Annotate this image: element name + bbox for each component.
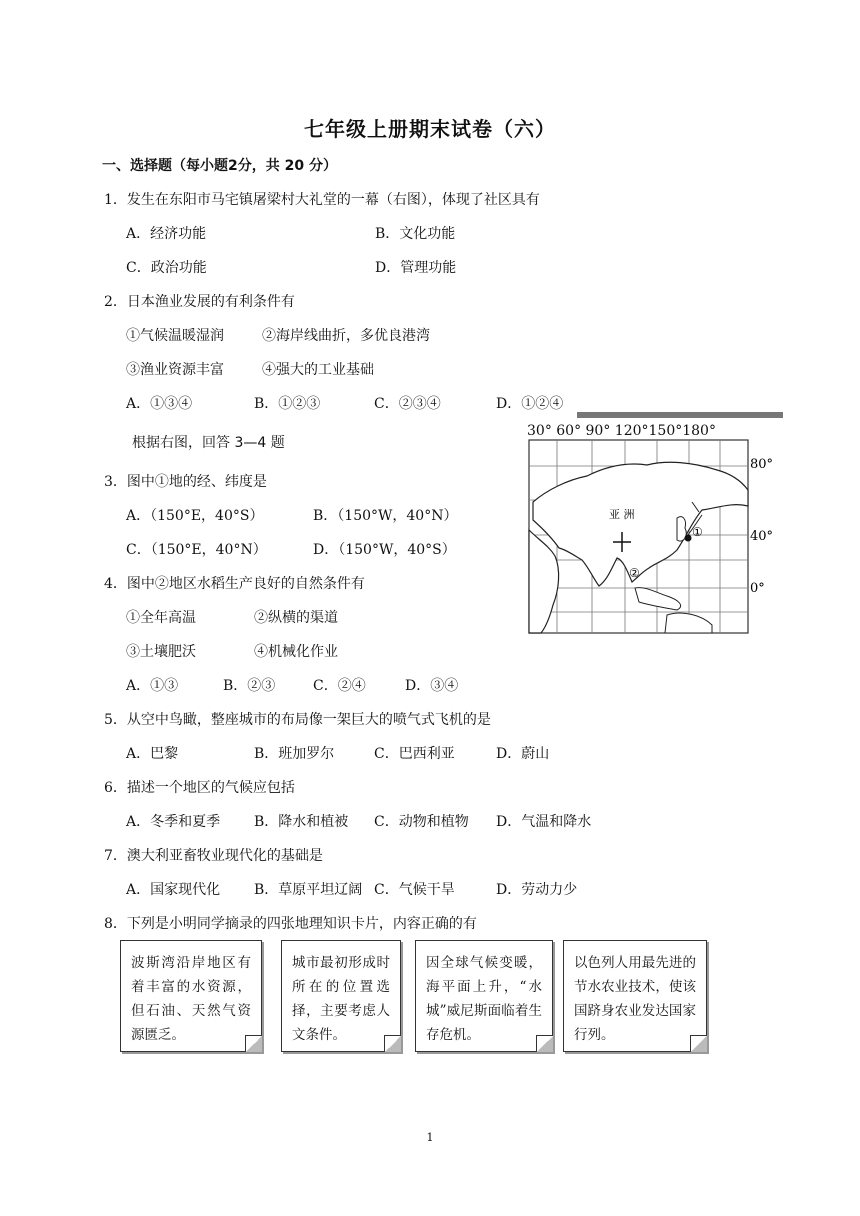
q4-option-c: C．②④ [313, 678, 366, 694]
q3-option-b: B．（150°W，40°N） [313, 508, 458, 524]
q1-option-c: C．政治功能 [126, 260, 207, 276]
question-1-stem: 1．发生在东阳市马宅镇屠梁村大礼堂的一幕（右图），体现了社区具有 [104, 192, 540, 208]
q1-option-d: D．管理功能 [375, 260, 457, 276]
section-heading: 一、选择题（每小题2分，共 20 分） [102, 158, 337, 174]
q5-option-c: C．巴西利亚 [374, 746, 455, 762]
q6-option-c: C．动物和植物 [374, 814, 469, 830]
lat-80-label: 80° [750, 457, 774, 472]
map-reference-note: 根据右图，回答 3—4 题 [132, 435, 285, 451]
lat-40-label: 40° [750, 529, 774, 544]
q2-option-c: C．②③④ [374, 396, 441, 412]
q4-item-1: ①全年高温 [126, 610, 196, 626]
q4-option-b: B．②③ [223, 678, 276, 694]
page-title: 七年级上册期末试卷（六） [304, 117, 556, 141]
q3-option-d: D．（150°W，40°S） [313, 542, 456, 558]
card-3-text: 因全球气候变暖，海平面上升，“水城”威尼斯面临着生存危机。 [426, 955, 542, 1043]
q5-option-b: B．班加罗尔 [254, 746, 335, 762]
q2-item-2: ②海岸线曲折，多优良港湾 [262, 328, 430, 344]
asia-map-figure [527, 410, 783, 634]
card-2-text: 城市最初形成时所在的位置选择，主要考虑人文条件。 [292, 955, 390, 1043]
q1-option-b: B．文化功能 [375, 226, 456, 242]
q7-option-c: C．气候干旱 [374, 882, 455, 898]
q2-option-b: B．①②③ [254, 396, 321, 412]
q4-item-4: ④机械化作业 [254, 644, 338, 660]
card-1-text: 波斯湾沿岸地区有着丰富的水资源，但石油、天然气资源匮乏。 [131, 955, 251, 1043]
q7-option-b: B．草原平坦辽阔 [254, 882, 363, 898]
knowledge-card-3 [415, 940, 553, 1052]
q2-item-1: ①气候温暖湿润 [126, 328, 224, 344]
knowledge-card-1 [120, 940, 262, 1052]
question-7-stem: 7．澳大利亚畜牧业现代化的基础是 [104, 848, 323, 864]
question-8-stem: 8．下列是小明同学摘录的四张地理知识卡片，内容正确的有 [104, 916, 477, 932]
q3-option-a: A．（150°E，40°S） [126, 508, 264, 524]
question-2-stem: 2．日本渔业发展的有利条件有 [104, 294, 295, 310]
map-svg [527, 410, 783, 634]
lat-0-label: 0° [750, 581, 765, 596]
continent-label: 亚 洲 [609, 508, 635, 521]
q2-item-4: ④强大的工业基础 [262, 362, 374, 378]
question-5-stem: 5．从空中鸟瞰，整座城市的布局像一架巨大的喷气式飞机的是 [104, 712, 491, 728]
card-4-text: 以色列人用最先进的节水农业技术，使该国跻身农业发达国家行列。 [574, 955, 696, 1043]
q4-item-3: ③土壤肥沃 [126, 644, 196, 660]
q4-option-a: A．①③ [126, 678, 179, 694]
q5-option-d: D．蔚山 [496, 746, 550, 762]
q6-option-a: A．冬季和夏季 [126, 814, 221, 830]
longitude-labels: 30° 60° 90° 120°150°180° [527, 423, 716, 439]
q2-option-a: A．①③④ [126, 396, 193, 412]
point-1-label: ① [692, 525, 703, 539]
q4-option-d: D．③④ [405, 678, 459, 694]
question-3-stem: 3．图中①地的经、纬度是 [104, 474, 267, 490]
knowledge-card-2 [281, 940, 401, 1052]
q6-option-d: D．气温和降水 [496, 814, 592, 830]
q7-option-d: D．劳动力少 [496, 882, 578, 898]
q2-option-d: D．①②④ [496, 396, 564, 412]
point-1-dot [685, 535, 692, 542]
q4-item-2: ②纵横的渠道 [254, 610, 338, 626]
page-number: 1 [426, 1131, 434, 1144]
q7-option-a: A．国家现代化 [126, 882, 221, 898]
question-4-stem: 4．图中②地区水稻生产良好的自然条件有 [104, 576, 365, 592]
question-6-stem: 6．描述一个地区的气候应包括 [104, 780, 295, 796]
point-2-label: ② [629, 566, 640, 580]
q3-option-c: C．（150°E，40°N） [126, 542, 267, 558]
q1-option-a: A．经济功能 [126, 226, 207, 242]
q2-item-3: ③渔业资源丰富 [126, 362, 224, 378]
q6-option-b: B．降水和植被 [254, 814, 349, 830]
q5-option-a: A．巴黎 [126, 746, 179, 762]
knowledge-card-4 [563, 940, 707, 1052]
